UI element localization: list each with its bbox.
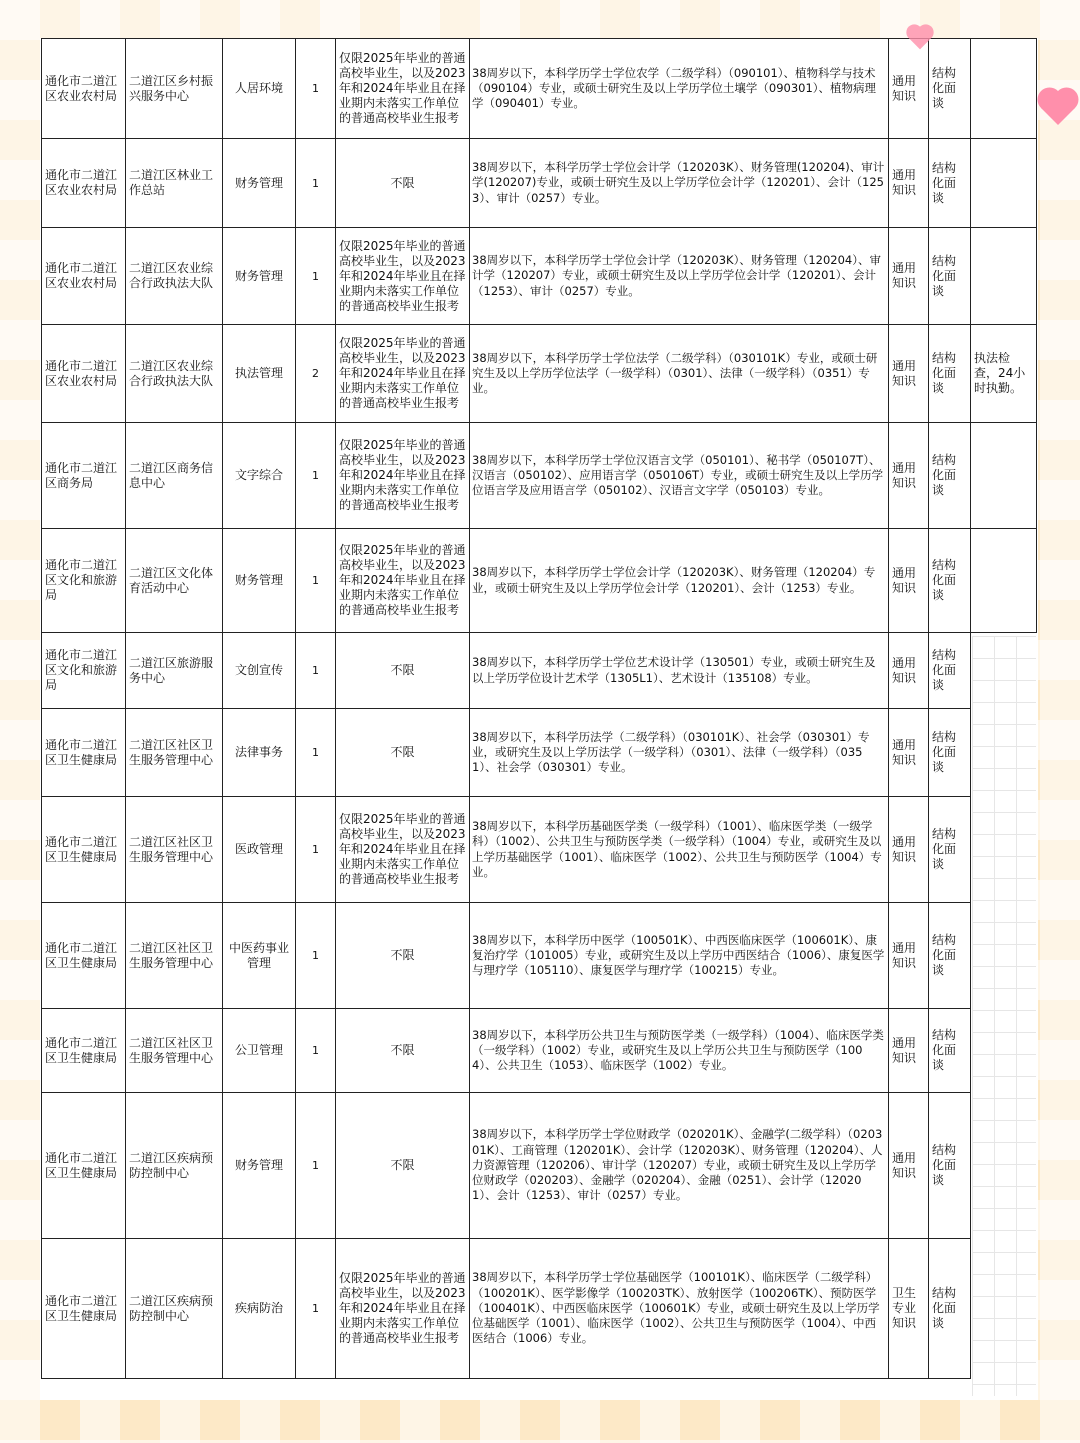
dept-cell: 通化市二道江区卫生健康局 xyxy=(42,903,126,1009)
post-cell: 法律事务 xyxy=(223,709,296,797)
post-cell: 疾病防治 xyxy=(223,1239,296,1379)
unit-cell: 二道江区旅游服务中心 xyxy=(126,633,223,709)
requirement-cell: 38周岁以下，本科学历学士学位基础医学（100101K）、临床医学（二级学科）（100201K）、医学影像学（100203TK）、放射医学（100206TK）、预防医学（100401K）、中西医临床医学（100601K）专业，或硕士研究生及以上学历学位基础医学（1001）、临床医学（1002）、公共卫生与预防医学（1004）、中西医结合（1006）专业。 xyxy=(470,1239,889,1379)
post-cell: 文创宣传 xyxy=(223,633,296,709)
table-row xyxy=(42,39,1037,139)
scope-cell: 不限 xyxy=(336,1009,470,1093)
headcount-cell: 1 xyxy=(296,423,336,529)
interview-cell: 结构化面谈 xyxy=(929,709,971,797)
headcount-cell: 2 xyxy=(296,325,336,423)
requirement-cell: 38周岁以下，本科学历学士学位法学（二级学科）（030101K）专业，或硕士研究生及以上学历学位法学（一级学科）（0301）、法律（一级学科）（0351）专业。 xyxy=(470,325,889,423)
requirement-cell: 38周岁以下，本科学历学士学位农学（二级学科）（090101）、植物科学与技术（090104）专业，或硕士研究生及以上学历学位土壤学（090301）、植物病理学（090401）专业。 xyxy=(470,39,889,139)
post-cell: 文字综合 xyxy=(223,423,296,529)
post-cell: 财务管理 xyxy=(223,1093,296,1239)
requirement-cell: 38周岁以下，本科学历学士学位会计学（120203K）、财务管理（120204）、审计学（120207）专业，或硕士研究生及以上学历学位会计学（120201）、会计（1253）、审计（0257）专业。 xyxy=(470,228,889,325)
scope-cell: 仅限2025年毕业的普通高校毕业生，以及2023年和2024年毕业且在择业期内未落实工作单位的普通高校毕业生报考 xyxy=(336,1239,470,1379)
post-cell: 中医药事业管理 xyxy=(223,903,296,1009)
post-cell: 人居环境 xyxy=(223,39,296,139)
scope-cell: 仅限2025年毕业的普通高校毕业生，以及2023年和2024年毕业且在择业期内未落实工作单位的普通高校毕业生报考 xyxy=(336,529,470,633)
dept-cell: 通化市二道江区农业农村局 xyxy=(42,39,126,139)
dept-cell: 通化市二道江区文化和旅游局 xyxy=(42,633,126,709)
dept-cell: 通化市二道江区文化和旅游局 xyxy=(42,529,126,633)
requirement-cell: 38周岁以下，本科学历学士学位汉语言文学（050101）、秘书学（050107T）、汉语言（050102）、应用语言学（050106T）专业，或硕士研究生及以上学历学位语言学及应用语言学（050102）、汉语言文字学（050103）专业。 xyxy=(470,423,889,529)
post-cell: 财务管理 xyxy=(223,529,296,633)
table-row xyxy=(42,325,1037,423)
interview-cell: 结构化面谈 xyxy=(929,797,971,903)
headcount-cell: 1 xyxy=(296,139,336,228)
scope-cell: 不限 xyxy=(336,1093,470,1239)
table-row xyxy=(42,797,1037,903)
exam-cell: 通用知识 xyxy=(889,139,929,228)
remark-cell xyxy=(971,709,1037,797)
remark-cell xyxy=(971,139,1037,228)
dept-cell: 通化市二道江区卫生健康局 xyxy=(42,1009,126,1093)
requirement-cell: 38周岁以下，本科学历学士学位财政学（020201K）、金融学(二级学科）（020301K）、工商管理（120201K）、会计学（120203K）、财务管理（120204）、人力资源管理（120206）、审计学（120207）专业，或硕士研究生及以上学历学位财政学（020203）、金融学（020204）、金融（0251）、会计学（120201）、会计（1253）、审计（0257）专业。 xyxy=(470,1093,889,1239)
table-row xyxy=(42,1239,1037,1379)
post-cell: 财务管理 xyxy=(223,139,296,228)
dept-cell: 通化市二道江区商务局 xyxy=(42,423,126,529)
exam-cell: 通用知识 xyxy=(889,228,929,325)
requirement-cell: 38周岁以下，本科学历法学（二级学科）（030101K）、社会学（030301）专业，或研究生及以上学历法学（一级学科）（0301）、法律（一级学科）（0351）、社会学（030301）专业。 xyxy=(470,709,889,797)
headcount-cell: 1 xyxy=(296,903,336,1009)
requirement-cell: 38周岁以下，本科学历学士学位艺术设计学（130501）专业，或硕士研究生及以上学历学位设计艺术学（1305L1）、艺术设计（135108）专业。 xyxy=(470,633,889,709)
interview-cell: 结构化面谈 xyxy=(929,903,971,1009)
dept-cell: 通化市二道江区卫生健康局 xyxy=(42,709,126,797)
remark-cell: 执法检查，24小时执勤。 xyxy=(971,325,1037,423)
scope-cell: 不限 xyxy=(336,903,470,1009)
unit-cell: 二道江区疾病预防控制中心 xyxy=(126,1239,223,1379)
interview-cell: 结构化面谈 xyxy=(929,228,971,325)
exam-cell: 通用知识 xyxy=(889,903,929,1009)
headcount-cell: 1 xyxy=(296,797,336,903)
exam-cell: 通用知识 xyxy=(889,1093,929,1239)
unit-cell: 二道江区社区卫生服务管理中心 xyxy=(126,709,223,797)
table-row xyxy=(42,529,1037,633)
unit-cell: 二道江区社区卫生服务管理中心 xyxy=(126,1009,223,1093)
table-row xyxy=(42,633,1037,709)
job-table xyxy=(41,38,1037,1379)
interview-cell: 结构化面谈 xyxy=(929,633,971,709)
exam-cell: 通用知识 xyxy=(889,797,929,903)
unit-cell: 二道江区社区卫生服务管理中心 xyxy=(126,903,223,1009)
remark-cell xyxy=(971,903,1037,1009)
table-row xyxy=(42,423,1037,529)
dept-cell: 通化市二道江区农业农村局 xyxy=(42,228,126,325)
remark-cell xyxy=(971,423,1037,529)
headcount-cell: 1 xyxy=(296,709,336,797)
table-row xyxy=(42,228,1037,325)
interview-cell: 结构化面谈 xyxy=(929,139,971,228)
headcount-cell: 1 xyxy=(296,1009,336,1093)
scope-cell: 仅限2025年毕业的普通高校毕业生，以及2023年和2024年毕业且在择业期内未落实工作单位的普通高校毕业生报考 xyxy=(336,797,470,903)
unit-cell: 二道江区文化体育活动中心 xyxy=(126,529,223,633)
scope-cell: 仅限2025年毕业的普通高校毕业生，以及2023年和2024年毕业且在择业期内未落实工作单位的普通高校毕业生报考 xyxy=(336,325,470,423)
remark-cell xyxy=(971,39,1037,139)
scope-cell: 仅限2025年毕业的普通高校毕业生，以及2023年和2024年毕业且在择业期内未落实工作单位的普通高校毕业生报考 xyxy=(336,228,470,325)
headcount-cell: 1 xyxy=(296,633,336,709)
interview-cell: 结构化面谈 xyxy=(929,1093,971,1239)
interview-cell: 结构化面谈 xyxy=(929,325,971,423)
requirement-cell: 38周岁以下，本科学历学士学位会计学（120203K）、财务管理（120204）专业，或硕士研究生及以上学历学位会计学（120201）、会计（1253）专业。 xyxy=(470,529,889,633)
unit-cell: 二道江区乡村振兴服务中心 xyxy=(126,39,223,139)
headcount-cell: 1 xyxy=(296,529,336,633)
interview-cell: 结构化面谈 xyxy=(929,1239,971,1379)
unit-cell: 二道江区商务信息中心 xyxy=(126,423,223,529)
interview-cell: 结构化面谈 xyxy=(929,529,971,633)
table-row xyxy=(42,139,1037,228)
exam-cell: 通用知识 xyxy=(889,423,929,529)
remark-cell xyxy=(971,228,1037,325)
requirement-cell: 38周岁以下，本科学历基础医学类（一级学科）（1001）、临床医学类（一级学科）（1002）、公共卫生与预防医学类（一级学科）（1004）专业，或研究生及以上学历基础医学（1001）、临床医学（1002）、公共卫生与预防医学（1004）专业。 xyxy=(470,797,889,903)
post-cell: 医政管理 xyxy=(223,797,296,903)
remark-cell xyxy=(971,529,1037,633)
exam-cell: 卫生专业知识 xyxy=(889,1239,929,1379)
job-table-body xyxy=(42,39,1037,1379)
headcount-cell: 1 xyxy=(296,39,336,139)
requirement-cell: 38周岁以下，本科学历公共卫生与预防医学类（一级学科）（1004）、临床医学类（一级学科）（1002）专业，或研究生及以上学历公共卫生与预防医学（1004）、公共卫生（1053）、临床医学（1002）专业。 xyxy=(470,1009,889,1093)
post-cell: 财务管理 xyxy=(223,228,296,325)
table-row xyxy=(42,1009,1037,1093)
exam-cell: 通用知识 xyxy=(889,709,929,797)
exam-cell: 通用知识 xyxy=(889,325,929,423)
dept-cell: 通化市二道江区卫生健康局 xyxy=(42,1239,126,1379)
scope-cell: 不限 xyxy=(336,633,470,709)
dept-cell: 通化市二道江区卫生健康局 xyxy=(42,797,126,903)
post-cell: 公卫管理 xyxy=(223,1009,296,1093)
unit-cell: 二道江区农业综合行政执法大队 xyxy=(126,325,223,423)
headcount-cell: 1 xyxy=(296,1093,336,1239)
scope-cell: 仅限2025年毕业的普通高校毕业生，以及2023年和2024年毕业且在择业期内未落实工作单位的普通高校毕业生报考 xyxy=(336,39,470,139)
requirement-cell: 38周岁以下，本科学历学士学位会计学（120203K）、财务管理(120204)、审计学(120207)专业，或硕士研究生及以上学历学位会计学（120201）、会计（1253）、审计（0257）专业。 xyxy=(470,139,889,228)
remark-cell xyxy=(971,1239,1037,1379)
dept-cell: 通化市二道江区农业农村局 xyxy=(42,139,126,228)
scope-cell: 不限 xyxy=(336,709,470,797)
dept-cell: 通化市二道江区农业农村局 xyxy=(42,325,126,423)
table-row xyxy=(42,1093,1037,1239)
scope-cell: 不限 xyxy=(336,139,470,228)
unit-cell: 二道江区林业工作总站 xyxy=(126,139,223,228)
requirement-cell: 38周岁以下，本科学历中医学（100501K）、中西医临床医学（100601K）、康复治疗学（101005）专业，或研究生及以上学历中西医结合（1006）、康复医学与理疗学（105110）、康复医学与理疗学（100215）专业。 xyxy=(470,903,889,1009)
remark-cell xyxy=(971,1093,1037,1239)
post-cell: 执法管理 xyxy=(223,325,296,423)
unit-cell: 二道江区疾病预防控制中心 xyxy=(126,1093,223,1239)
dept-cell: 通化市二道江区卫生健康局 xyxy=(42,1093,126,1239)
heart-decoration-icon xyxy=(1041,91,1075,125)
exam-cell: 通用知识 xyxy=(889,39,929,139)
exam-cell: 通用知识 xyxy=(889,529,929,633)
headcount-cell: 1 xyxy=(296,1239,336,1379)
unit-cell: 二道江区农业综合行政执法大队 xyxy=(126,228,223,325)
interview-cell: 结构化面谈 xyxy=(929,423,971,529)
exam-cell: 通用知识 xyxy=(889,1009,929,1093)
scope-cell: 仅限2025年毕业的普通高校毕业生，以及2023年和2024年毕业且在择业期内未落实工作单位的普通高校毕业生报考 xyxy=(336,423,470,529)
interview-cell: 结构化面谈 xyxy=(929,39,971,139)
remark-cell xyxy=(971,1009,1037,1093)
table-row xyxy=(42,903,1037,1009)
unit-cell: 二道江区社区卫生服务管理中心 xyxy=(126,797,223,903)
headcount-cell: 1 xyxy=(296,228,336,325)
exam-cell: 通用知识 xyxy=(889,633,929,709)
remark-cell xyxy=(971,633,1037,709)
remark-cell xyxy=(971,797,1037,903)
interview-cell: 结构化面谈 xyxy=(929,1009,971,1093)
table-row xyxy=(42,709,1037,797)
